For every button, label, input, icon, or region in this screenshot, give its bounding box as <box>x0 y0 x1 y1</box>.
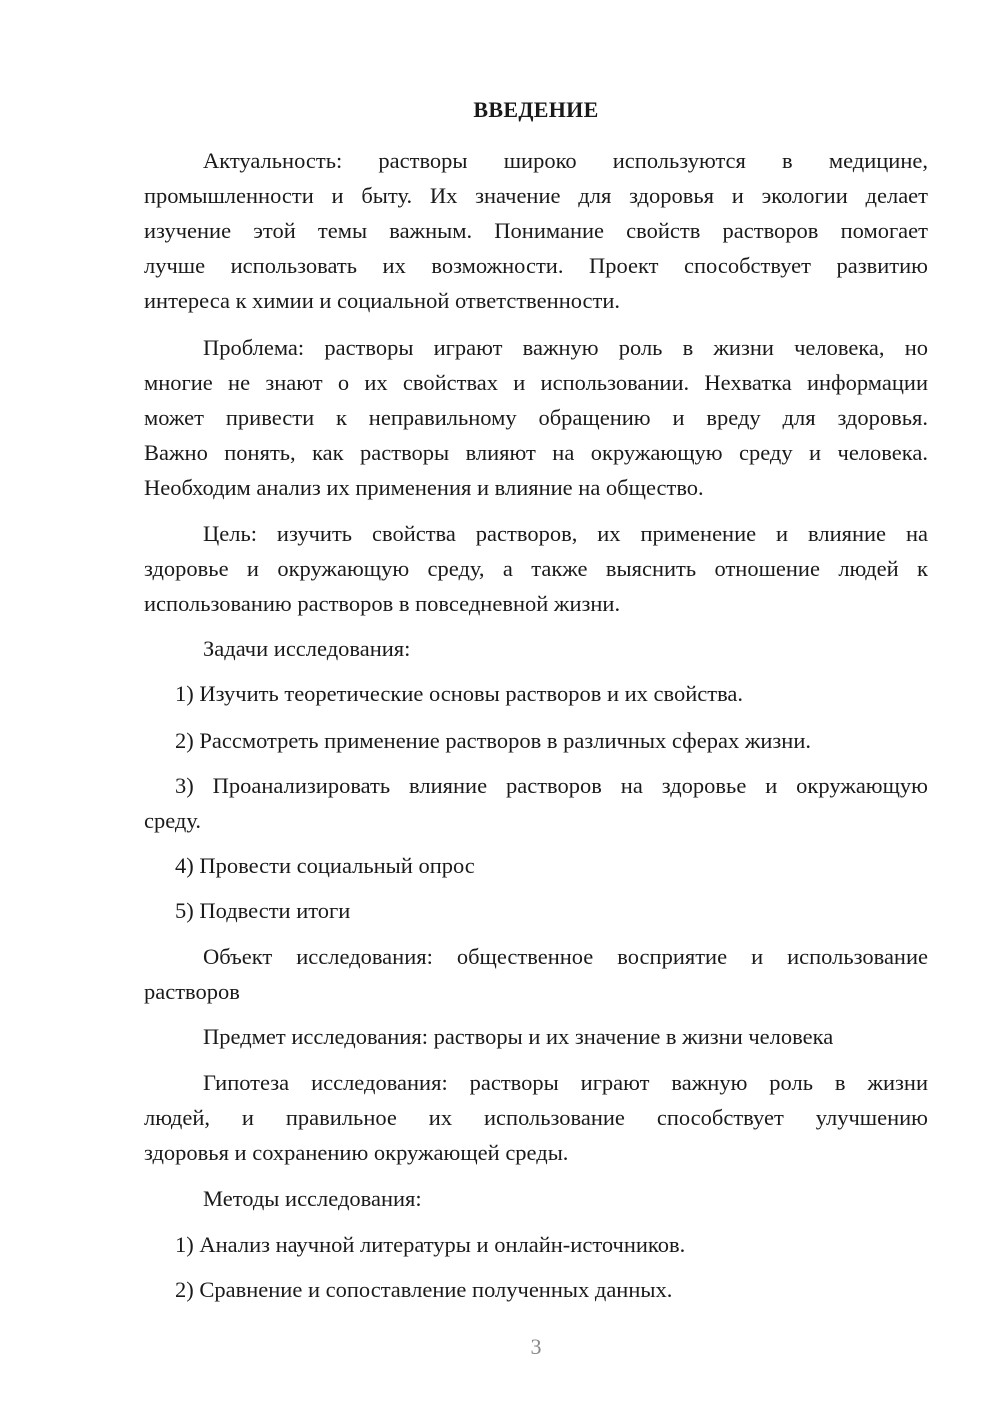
page-number: 3 <box>530 1334 542 1359</box>
text-line: Актуальность: растворы широко используются в медицине, <box>203 148 928 173</box>
text-line: может привести к неправильному обращению и вреду для здоровья. <box>144 405 928 430</box>
text-line: многие не знают о их свойствах и использовании. Нехватка информации <box>144 370 928 395</box>
text-line: лучше использовать их возможности. Проект способствует развитию <box>144 253 928 278</box>
tasks-heading: Задачи исследования: <box>203 636 411 661</box>
text-line: использованию растворов в повседневной жизни. <box>144 591 621 616</box>
task-item: 4) Провести социальный опрос <box>175 853 475 878</box>
task-item: 1) Изучить теоретические основы растворов и их свойства. <box>175 681 744 706</box>
text-line: людей, и правильное их использование способствует улучшению <box>144 1105 928 1130</box>
text-line: здоровья и сохранению окружающей среды. <box>144 1140 569 1165</box>
methods-heading: Методы исследования: <box>203 1186 422 1211</box>
page-title: ВВЕДЕНИЕ <box>473 97 599 122</box>
text-line: Необходим анализ их применения и влияние на общество. <box>144 475 704 500</box>
text-line: Проблема: растворы играют важную роль в жизни человека, но <box>203 335 928 360</box>
task-item: 3) Проанализировать влияние растворов на здоровье и окружающую <box>175 773 928 798</box>
text-line: Объект исследования: общественное восприятие и использование <box>203 944 928 969</box>
text-line: здоровье и окружающую среду, а также выяснить отношение людей к <box>144 556 928 581</box>
text-line: промышленности и быту. Их значение для здоровья и экологии делает <box>144 183 928 208</box>
text-line: Важно понять, как растворы влияют на окружающую среду и человека. <box>144 440 928 465</box>
task-item: 2) Рассмотреть применение растворов в различных сферах жизни. <box>175 728 812 753</box>
text-line: Гипотеза исследования: растворы играют важную роль в жизни <box>203 1070 928 1095</box>
text-line: Цель: изучить свойства растворов, их применение и влияние на <box>203 521 928 546</box>
text-line: изучение этой темы важным. Понимание свойств растворов помогает <box>144 218 928 243</box>
method-item: 2) Сравнение и сопоставление полученных данных. <box>175 1277 673 1302</box>
task-item: 5) Подвести итоги <box>175 898 351 923</box>
task-item-continuation: среду. <box>144 808 201 833</box>
paragraph-subject: Предмет исследования: растворы и их значение в жизни человека <box>203 1024 834 1049</box>
text-line: интереса к химии и социальной ответственности. <box>144 288 621 313</box>
method-item: 1) Анализ научной литературы и онлайн-источников. <box>175 1232 686 1257</box>
text-line: растворов <box>144 979 240 1004</box>
